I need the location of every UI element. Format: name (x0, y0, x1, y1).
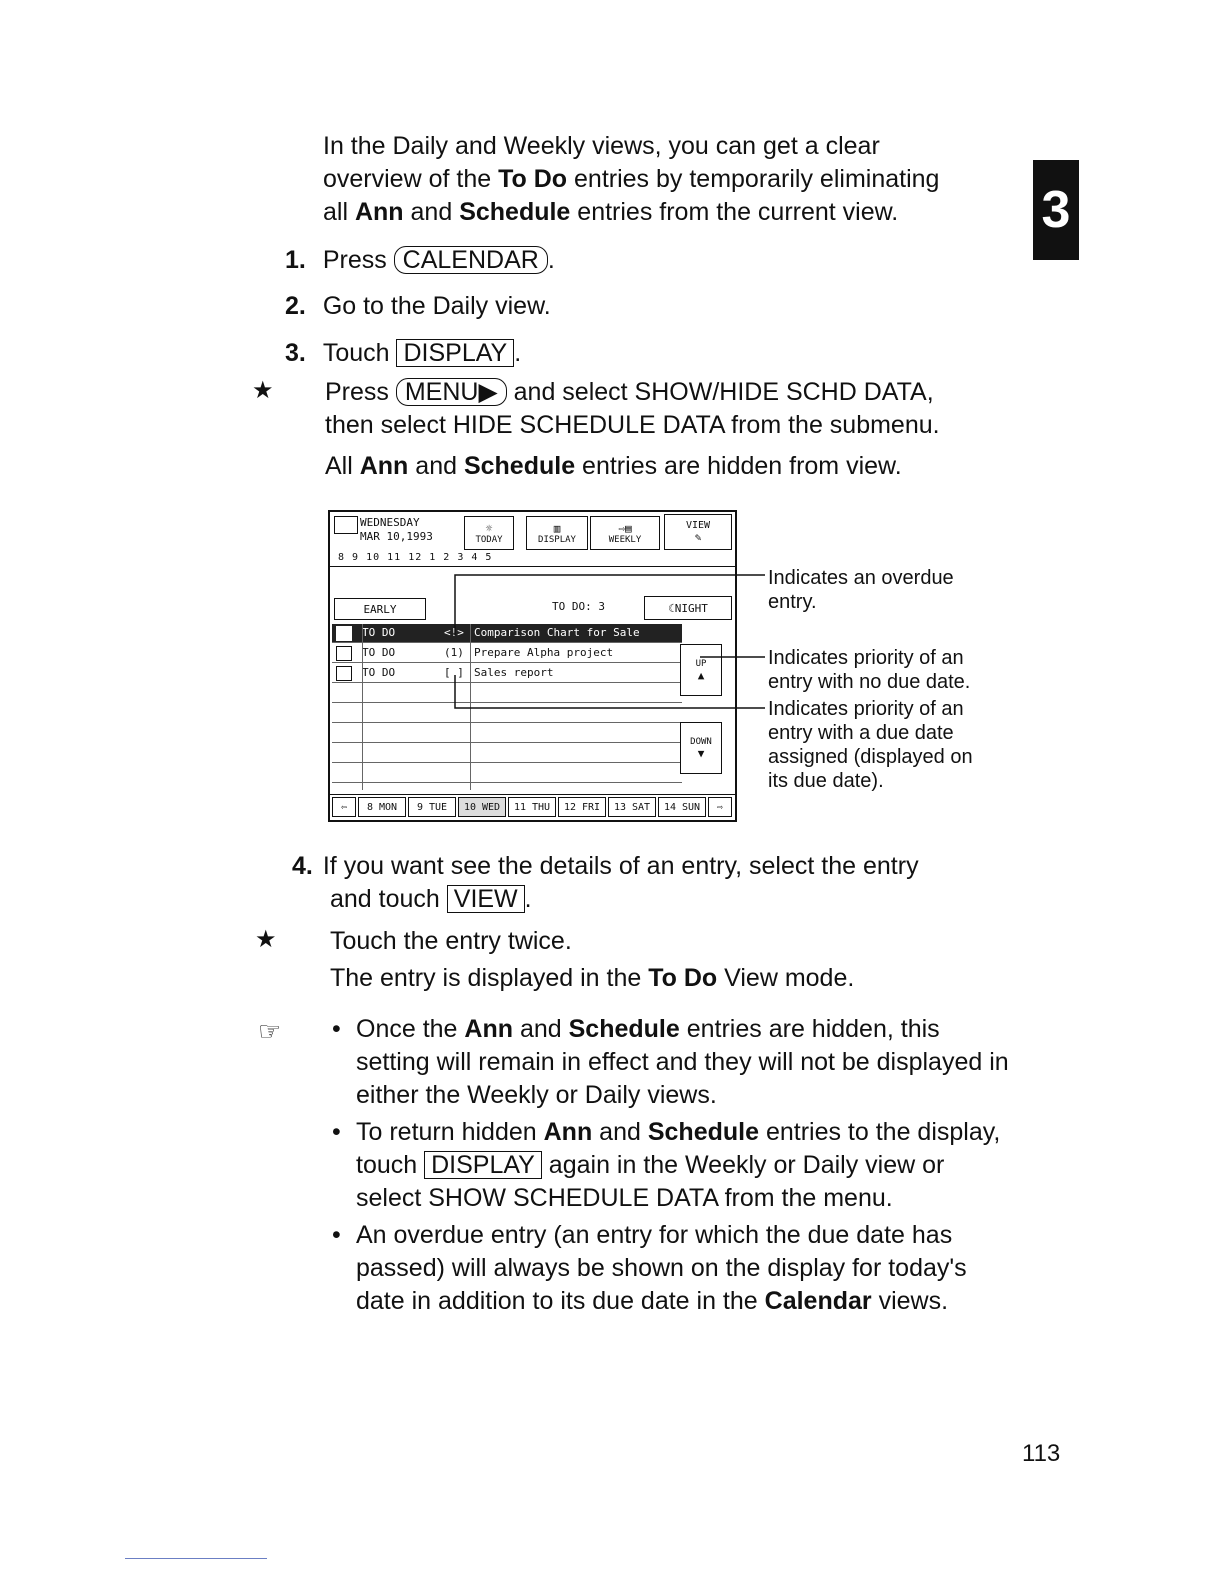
up-label: UP (695, 658, 707, 669)
table-row (332, 764, 682, 783)
result-bold: Ann (359, 452, 409, 480)
step-text: If you want see the details of an entry, select the entry (322, 852, 919, 880)
day-bar (330, 794, 735, 819)
weekly-button[interactable] (590, 516, 660, 550)
step-text: Touch (322, 339, 397, 367)
view-key: VIEW (447, 885, 525, 913)
note-bold: Ann (543, 1118, 593, 1146)
down-label: DOWN (690, 736, 712, 747)
footer-rule (125, 1558, 267, 1559)
notes (332, 1013, 1012, 1322)
day-button-selected[interactable]: 10 WED (458, 797, 506, 817)
intro-text: entries from the current view. (570, 198, 899, 226)
view-label: VIEW (685, 520, 711, 531)
step-number: 3. (285, 339, 306, 367)
calendar-icon (334, 516, 358, 534)
intro-bold-schedule: Schedule (459, 198, 571, 226)
alt-text-line-2: then select HIDE SCHEDULE DATA from the submenu. (325, 411, 940, 439)
note-bold: Ann (464, 1015, 514, 1043)
step-number: 1. (285, 246, 306, 274)
step-text: Go to the Daily view. (322, 292, 551, 320)
callout-due-date (768, 697, 973, 793)
note-text: and (513, 1015, 569, 1043)
note-text: again in the Weekly or Daily view or select SHOW SCHEDULE DATA from the menu. (356, 1151, 945, 1212)
result-text: entries are hidden from view. (575, 452, 902, 480)
result-text: View mode. (717, 964, 855, 992)
intro-text: and (403, 198, 460, 226)
night-label: NIGHT (674, 601, 708, 615)
hour-scale: 8 9 10 11 12 1 2 3 4 5 (338, 552, 493, 563)
today-button[interactable] (464, 516, 514, 550)
row-priority: (1) (444, 646, 464, 659)
weekly-label: WEEKLY (608, 534, 642, 545)
result-bold: To Do (648, 964, 718, 992)
step-4-alt (330, 925, 1010, 995)
chapter-tab: 3 (1033, 160, 1079, 260)
table-row (332, 724, 682, 743)
display-button[interactable] (526, 516, 588, 550)
alt-text: Press (325, 378, 396, 406)
step-tail: . (524, 885, 532, 913)
table-row (332, 744, 682, 763)
row-title: Sales report (474, 666, 554, 679)
step-text: Press (322, 246, 394, 274)
sun-icon: ☼ (485, 521, 493, 535)
row-type: TO DO (362, 646, 396, 659)
row-type: TO DO (362, 666, 396, 679)
display-key: DISPLAY (396, 339, 514, 367)
checkbox[interactable] (336, 626, 352, 641)
callout-text: entry with a due date (768, 722, 954, 744)
up-arrow-icon: ▲ (697, 668, 705, 682)
today-label: TODAY (475, 534, 503, 545)
menu-key: MENU▶ (396, 378, 507, 406)
intro-text: all (323, 198, 355, 226)
alt-step (325, 376, 1025, 483)
early-button[interactable] (334, 598, 426, 620)
row-type: TO DO (362, 626, 396, 639)
note-item (332, 1116, 1012, 1215)
callout-text: assigned (displayed on (768, 746, 973, 768)
pen-icon: ✎ (694, 531, 702, 544)
callout-no-due-date (768, 646, 970, 694)
callout-text: entry with no due date. (768, 671, 971, 693)
stylus-star-icon: ★ (255, 926, 277, 953)
prev-week-icon[interactable]: ⇦ (332, 797, 356, 817)
weekly-icon: ⇨▤ (618, 521, 632, 535)
note-text: Once the (356, 1015, 465, 1043)
leader-line-overdue (455, 575, 765, 635)
down-arrow-icon: ▼ (697, 746, 705, 760)
next-week-icon[interactable]: ⇨ (708, 797, 732, 817)
pointing-hand-icon: ☞ (258, 1016, 282, 1046)
note-text: An overdue entry (an entry for which the due date has passed) will always be shown on the display for today's date in addition to its due date in the (356, 1221, 967, 1315)
result-bold: Schedule (463, 452, 576, 480)
display-key: DISPLAY (424, 1151, 542, 1179)
stylus-star-icon: ★ (252, 377, 274, 404)
step-tail: . (514, 339, 522, 367)
note-item (332, 1219, 1012, 1318)
calendar-key: CALENDAR (394, 246, 548, 274)
day-button[interactable]: 12 FRI (558, 797, 606, 817)
intro-text: overview of the (323, 165, 499, 193)
intro-bold-ann: Ann (354, 198, 404, 226)
leader-line-due-date (455, 675, 765, 708)
result-text: All (325, 452, 360, 480)
alt-text: and select SHOW/HIDE SCHD DATA, (506, 378, 934, 406)
callout-leader-lines (440, 560, 770, 720)
display-label: DISPLAY (538, 534, 576, 545)
note-text: entries are hidden, this setting will remain in effect and they will not be displayed in either the Weekly or Daily views. (356, 1015, 1009, 1109)
callout-text: Indicates priority of an (768, 647, 964, 669)
day-button[interactable]: 8 MON (358, 797, 406, 817)
note-bold: Schedule (647, 1118, 759, 1146)
callout-overdue (768, 566, 954, 614)
callout-text: its due date). (768, 770, 884, 792)
checkbox[interactable] (336, 646, 352, 661)
callout-text: Indicates priority of an (768, 698, 964, 720)
intro-line-1: In the Daily and Weekly views, you can get a clear (323, 132, 880, 160)
note-text: To return hidden (356, 1118, 544, 1146)
note-text: views. (871, 1287, 949, 1315)
step-tail: . (547, 246, 555, 274)
intro-paragraph (323, 130, 1003, 229)
callout-text: entry. (768, 591, 817, 613)
view-button[interactable] (664, 514, 732, 550)
screen-date: MAR 10,1993 (360, 530, 433, 543)
note-bold: Calendar (764, 1287, 872, 1315)
step-4 (292, 850, 992, 916)
note-text: and (592, 1118, 648, 1146)
moon-icon: ☾ (668, 601, 675, 615)
checkbox[interactable] (336, 666, 352, 681)
display-icon: ▥ (553, 521, 561, 535)
intro-text: entries by temporarily eliminating (567, 165, 940, 193)
row-priority: [ ] (444, 666, 464, 679)
step-3 (285, 337, 521, 370)
row-priority: <!> (444, 626, 464, 639)
step-2 (285, 290, 551, 323)
todo-count: TO DO: 3 (552, 600, 605, 613)
day-button[interactable]: 13 SAT (608, 797, 656, 817)
step-number: 4. (292, 852, 313, 880)
step-text: and touch (330, 885, 447, 913)
row-title: Prepare Alpha project (474, 646, 614, 659)
row-title: Comparison Chart for Sale (474, 626, 640, 639)
alt-text: Touch the entry twice. (330, 927, 572, 955)
day-button[interactable]: 11 THU (508, 797, 556, 817)
step-1 (285, 244, 555, 277)
day-button[interactable]: 9 TUE (408, 797, 456, 817)
note-bold: Schedule (568, 1015, 680, 1043)
down-button[interactable] (680, 722, 722, 774)
result-text: The entry is displayed in the (330, 964, 649, 992)
note-item (332, 1013, 1012, 1112)
screen-day: WEDNESDAY (360, 516, 420, 529)
note-text: entries to the display, touch (356, 1118, 1001, 1179)
early-label: EARLY (363, 602, 397, 616)
column-divider (362, 624, 363, 790)
result-text: and (408, 452, 464, 480)
intro-bold-todo: To Do (498, 165, 568, 193)
page-number: 113 (1022, 1440, 1061, 1467)
callout-text: Indicates an overdue (768, 567, 954, 589)
step-number: 2. (285, 292, 306, 320)
day-button[interactable]: 14 SUN (658, 797, 706, 817)
